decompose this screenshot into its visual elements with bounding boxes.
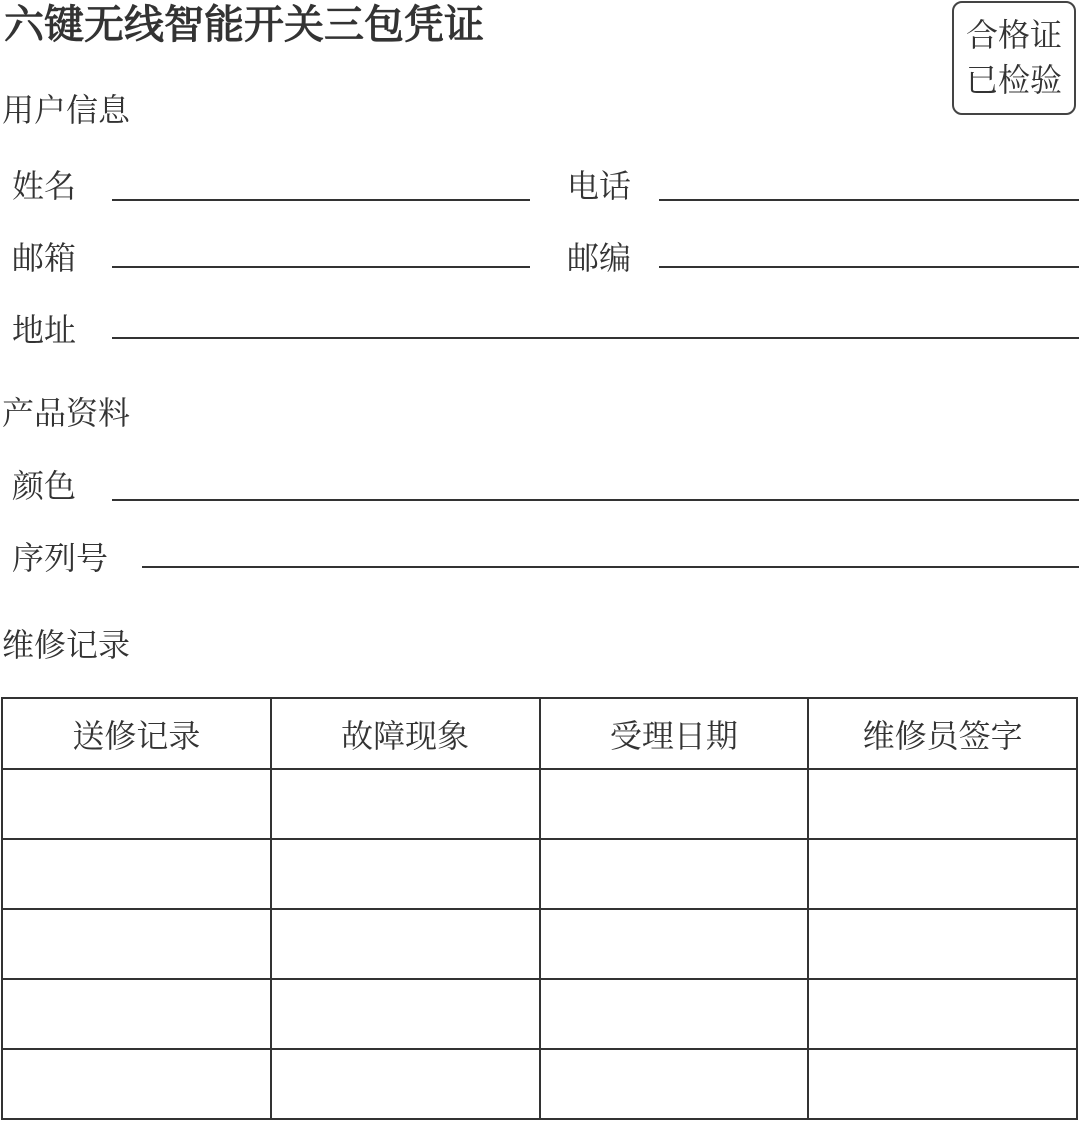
name-label: 姓名 — [12, 167, 77, 205]
table-row — [2, 839, 1077, 909]
table-cell[interactable] — [808, 979, 1077, 1049]
header-fault-symptom: 故障现象 — [271, 698, 540, 769]
phone-field[interactable] — [659, 199, 1079, 201]
table-row — [2, 909, 1077, 979]
section-product-info: 产品资料 — [2, 394, 131, 432]
email-label: 邮箱 — [12, 239, 77, 277]
table-cell[interactable] — [540, 839, 809, 909]
table-cell[interactable] — [2, 839, 271, 909]
section-repair-records: 维修记录 — [2, 626, 131, 664]
table-cell[interactable] — [540, 769, 809, 839]
stamp-line-2: 已检验 — [965, 61, 1062, 99]
table-cell[interactable] — [808, 839, 1077, 909]
repair-records-table — [1, 697, 1078, 1120]
table-cell[interactable] — [2, 979, 271, 1049]
stamp-line-1: 合格证 — [965, 16, 1062, 54]
table-cell[interactable] — [540, 979, 809, 1049]
table-cell[interactable] — [271, 909, 540, 979]
table-cell[interactable] — [2, 909, 271, 979]
table-cell[interactable] — [271, 979, 540, 1049]
table-cell[interactable] — [808, 769, 1077, 839]
document-title: 六键无线智能开关三包凭证 — [4, 2, 484, 48]
email-field[interactable] — [112, 266, 530, 268]
serial-label: 序列号 — [12, 539, 109, 577]
table-row — [2, 1049, 1077, 1119]
color-label: 颜色 — [12, 467, 77, 505]
table-cell[interactable] — [2, 1049, 271, 1119]
table-cell[interactable] — [808, 1049, 1077, 1119]
serial-field[interactable] — [142, 566, 1079, 568]
table-cell[interactable] — [808, 909, 1077, 979]
table-cell[interactable] — [271, 1049, 540, 1119]
header-accept-date: 受理日期 — [540, 698, 809, 769]
table-cell[interactable] — [540, 1049, 809, 1119]
table-header-row — [2, 698, 1077, 769]
certification-stamp — [952, 1, 1076, 115]
header-repair-record: 送修记录 — [2, 698, 271, 769]
address-label: 地址 — [12, 311, 77, 349]
table-row — [2, 979, 1077, 1049]
phone-label: 电话 — [567, 167, 632, 205]
table-row — [2, 769, 1077, 839]
header-technician-signature: 维修员签字 — [808, 698, 1077, 769]
table-cell[interactable] — [271, 839, 540, 909]
color-field[interactable] — [112, 499, 1079, 501]
section-user-info: 用户信息 — [2, 91, 131, 129]
table-cell[interactable] — [540, 909, 809, 979]
postcode-label: 邮编 — [567, 239, 632, 277]
address-field[interactable] — [112, 337, 1079, 339]
table-cell[interactable] — [271, 769, 540, 839]
name-field[interactable] — [112, 199, 530, 201]
postcode-field[interactable] — [659, 266, 1079, 268]
table-cell[interactable] — [2, 769, 271, 839]
